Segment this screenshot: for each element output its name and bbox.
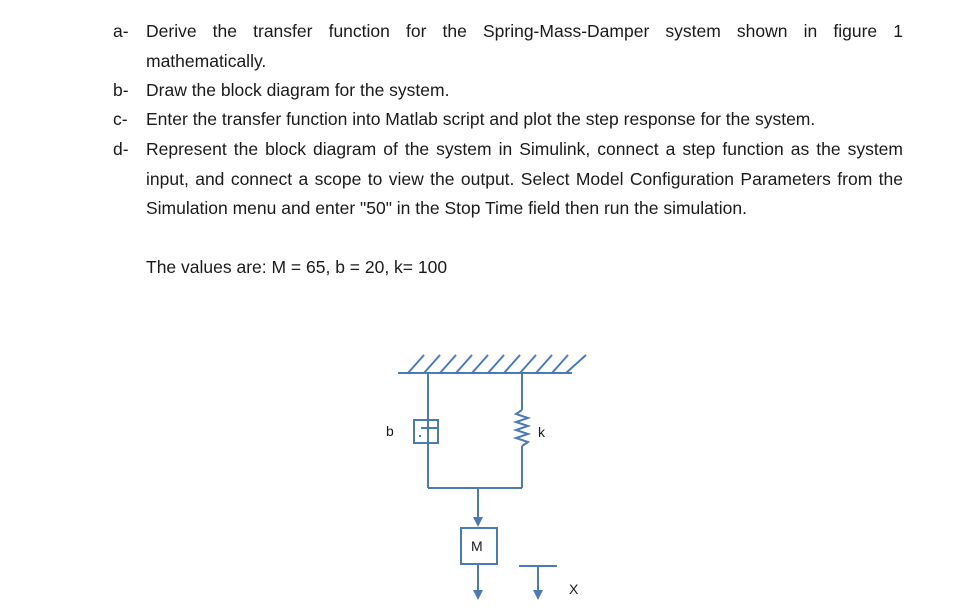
item-text: Draw the block diagram for the system. (146, 80, 450, 100)
item-marker: c- (113, 109, 128, 129)
spring-label: k (538, 424, 545, 440)
item-marker: d- (113, 139, 129, 159)
damper (414, 373, 438, 488)
arrow-head-icon (473, 517, 483, 527)
item-marker: b- (113, 80, 129, 100)
spring (516, 373, 528, 488)
ground-hatch (398, 355, 586, 373)
mass-label: M (471, 538, 483, 554)
item-marker: a- (113, 21, 129, 41)
arrow-head-icon (473, 590, 483, 600)
arrow-head-icon (533, 590, 543, 600)
item-text: Derive the transfer function for the Spring-Mass-Damper system shown in figure 1 mathematically. (146, 21, 903, 71)
item-text: Enter the transfer function into Matlab script and plot the step response for the system. (146, 109, 816, 129)
parameter-values: The values are: M = 65, b = 20, k= 100 (146, 257, 448, 277)
displacement-label: X (569, 581, 579, 597)
damper-label: b (386, 423, 394, 439)
item-text: Represent the block diagram of the system in Simulink, connect a step function as the system input, and connect a scope to view the output. Select Model Configuration Parameters from the Simulation menu and enter "50" in the Stop Time field then run the simulation. (146, 139, 903, 218)
